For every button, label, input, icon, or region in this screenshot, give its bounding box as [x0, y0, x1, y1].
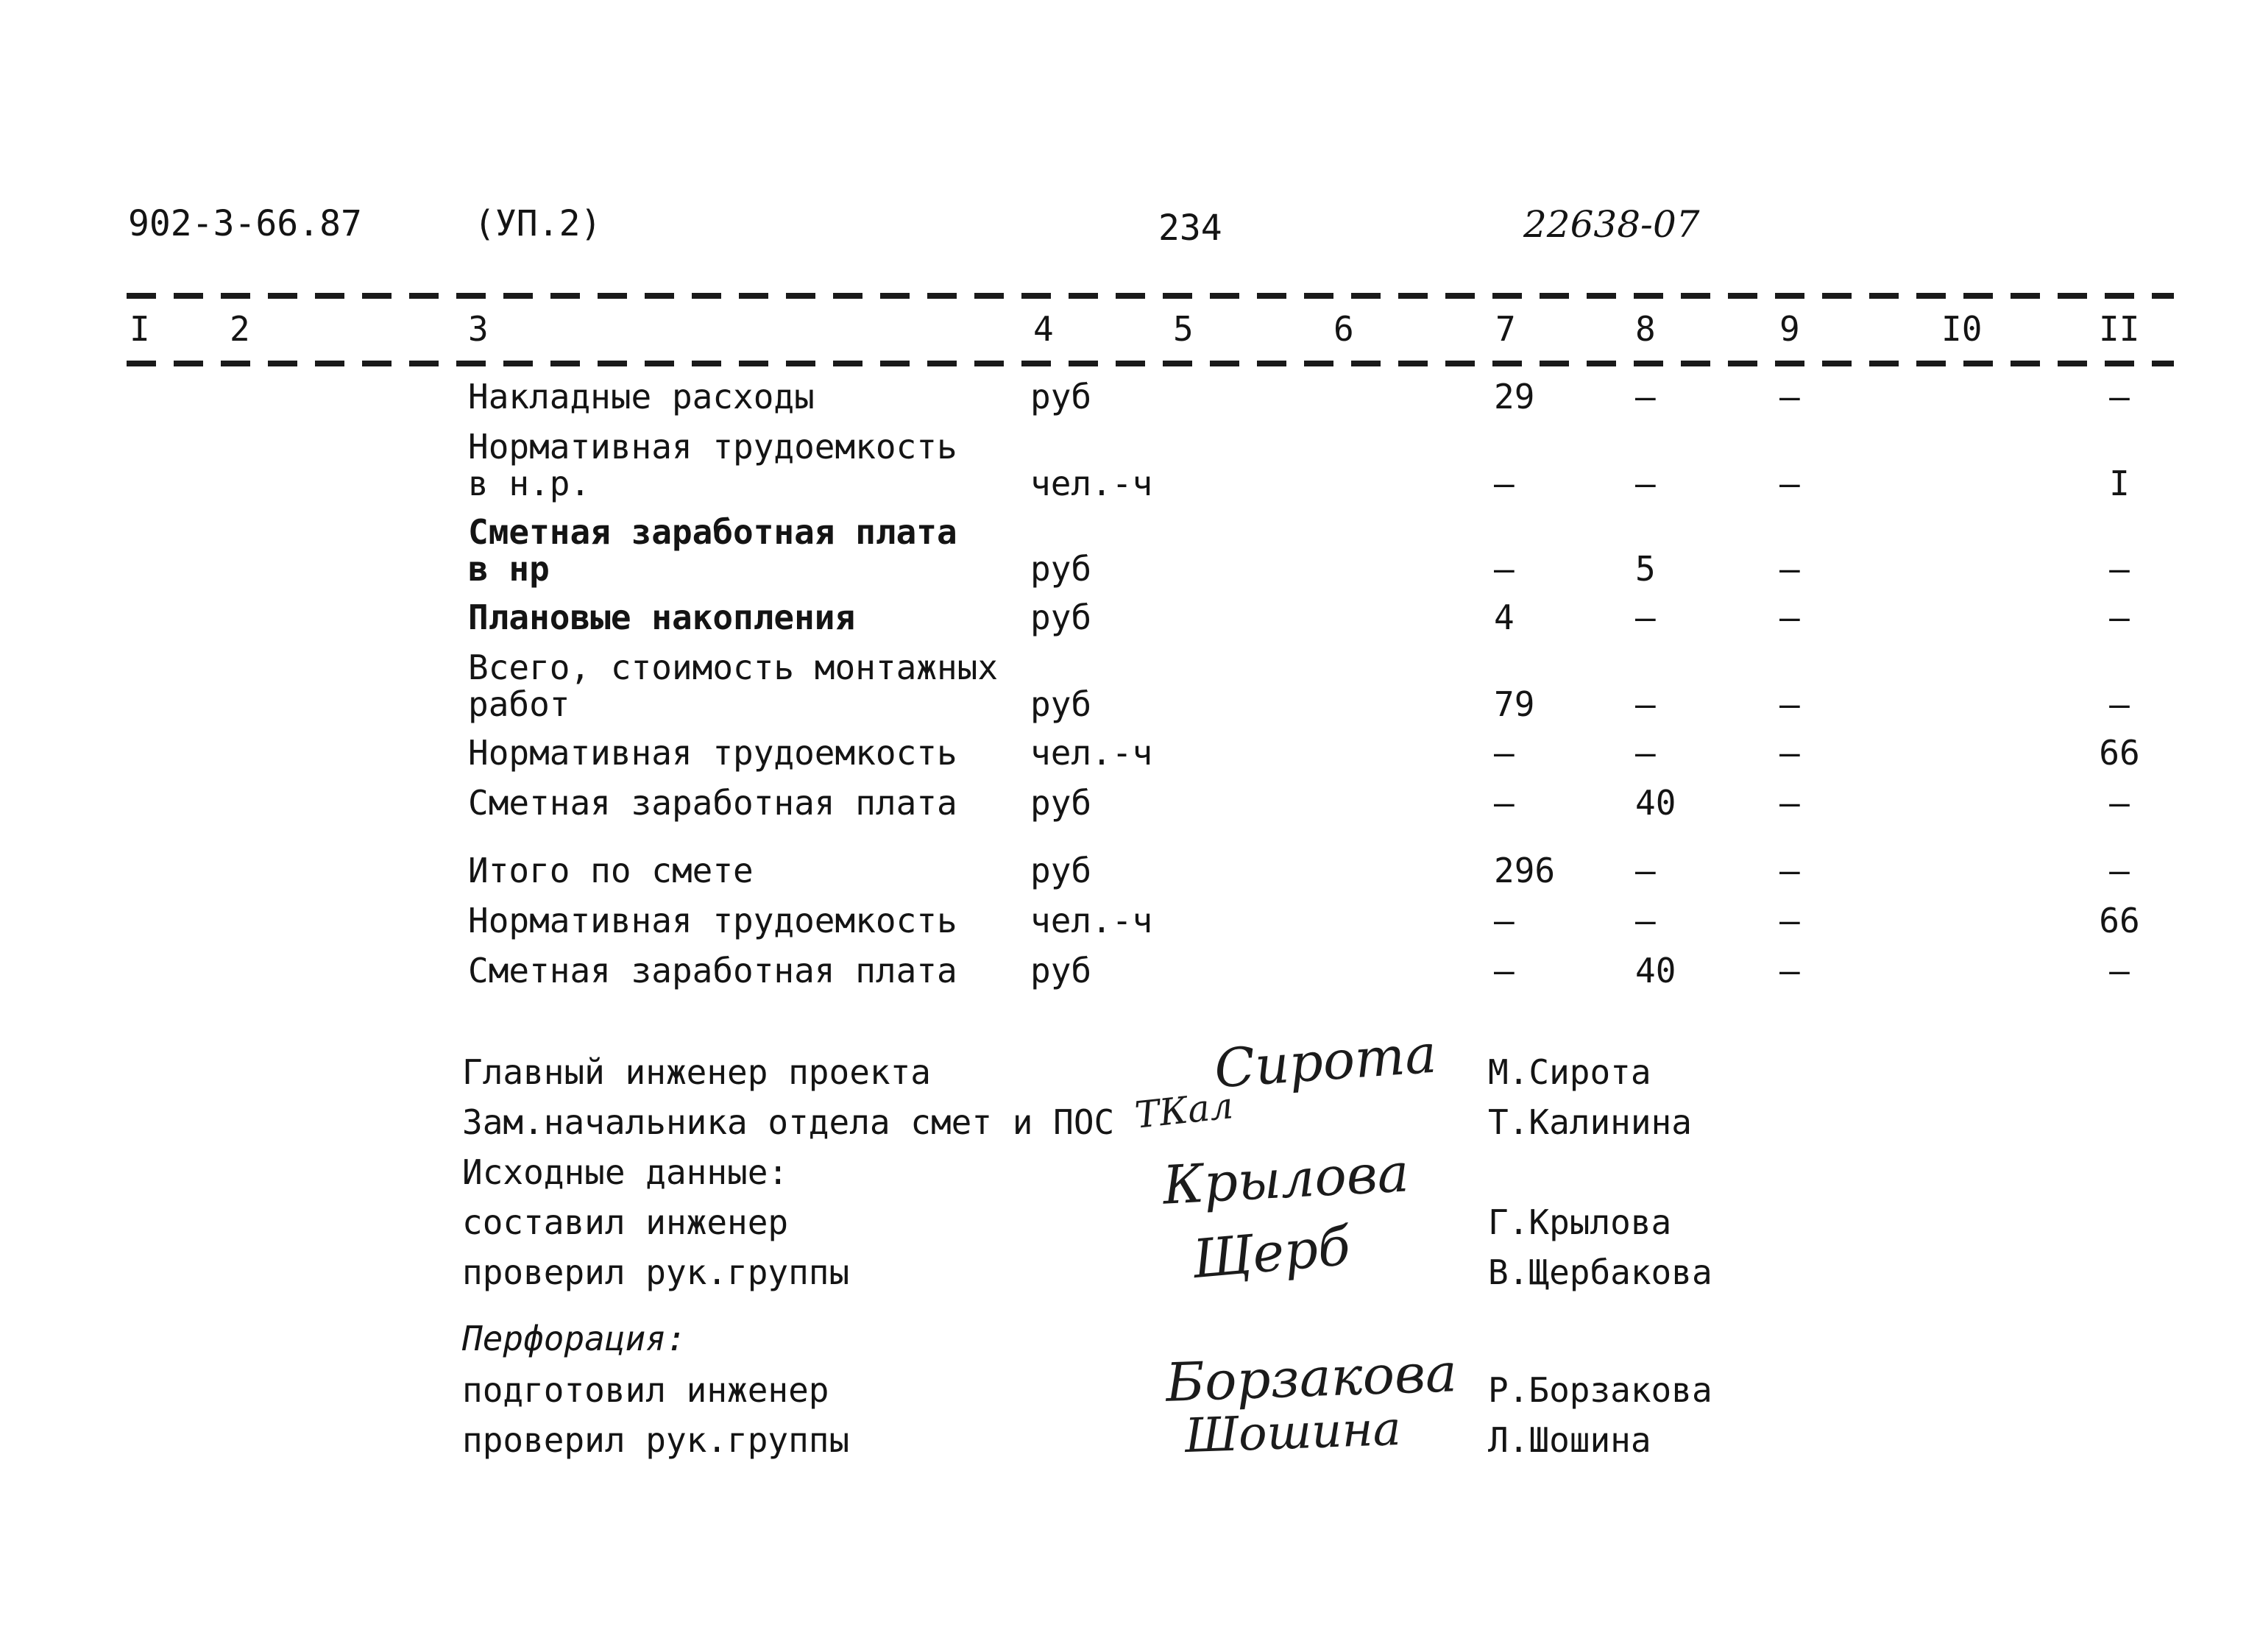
row-name: Итого по смете: [468, 851, 754, 890]
row-unit: руб: [1030, 951, 1092, 990]
signature-kalinina-mark: ТКал: [1133, 1084, 1236, 1137]
row-name: Нормативная трудоемкость: [468, 427, 957, 467]
row-unit: чел.-ч: [1030, 901, 1153, 940]
source-data-label: Исходные данные:: [462, 1152, 789, 1192]
row-name: Сметная заработная плата: [468, 512, 957, 552]
dashed-rule-bottom: [127, 361, 2174, 366]
row-col9: –: [1779, 684, 1800, 724]
row-name-continued: в нр: [468, 549, 550, 589]
compiled-by-label: составил инженер: [462, 1202, 789, 1242]
row-unit: руб: [1030, 598, 1092, 637]
column-number-4: 4: [1033, 309, 1054, 349]
row-col11: 66: [2099, 733, 2140, 773]
row-name: Всего, стоимость монтажных: [468, 648, 999, 687]
table-row: [0, 783, 2260, 823]
table-row: [0, 427, 2260, 503]
row-col9: –: [1779, 733, 1800, 773]
deputy-head-name: Т.Калинина: [1488, 1102, 1692, 1142]
row-col9: –: [1779, 377, 1800, 416]
row-col8: 5: [1635, 549, 1656, 589]
column-number-8: 8: [1635, 309, 1656, 349]
signature-borzakova-mark: Борзакова: [1164, 1341, 1459, 1414]
row-col8: –: [1635, 851, 1656, 890]
chief-engineer-name: М.Сирота: [1488, 1052, 1651, 1092]
row-name: Нормативная трудоемкость: [468, 901, 957, 940]
column-number-6: 6: [1333, 309, 1354, 349]
row-unit: чел.-ч: [1030, 464, 1153, 503]
perforation-label: Перфорация:: [462, 1319, 687, 1358]
row-col7: 296: [1494, 851, 1556, 890]
row-col9: –: [1779, 598, 1800, 637]
column-number-7: 7: [1495, 309, 1516, 349]
row-name: Плановые накопления: [468, 598, 856, 637]
row-col9: –: [1779, 951, 1800, 990]
column-number-3: 3: [468, 309, 489, 349]
row-name-continued: работ: [468, 684, 570, 724]
column-number-9: 9: [1779, 309, 1800, 349]
row-col11: –: [2109, 377, 2130, 416]
row-col7: –: [1494, 464, 1515, 503]
row-col8: –: [1635, 684, 1656, 724]
album-label: (УП.2): [474, 203, 602, 244]
row-col8: 40: [1635, 783, 1676, 823]
table-row: [0, 733, 2260, 773]
page-number: 234: [1158, 208, 1222, 249]
row-unit: чел.-ч: [1030, 733, 1153, 773]
row-unit: руб: [1030, 851, 1092, 890]
checked-by-2-name: Л.Шошина: [1488, 1420, 1651, 1460]
row-col11: I: [2109, 464, 2130, 503]
column-number-10: I0: [1941, 309, 1983, 349]
column-number-11: II: [2099, 309, 2140, 349]
row-unit: руб: [1030, 684, 1092, 724]
checked-by-name: В.Щербакова: [1488, 1252, 1712, 1292]
row-col9: –: [1779, 783, 1800, 823]
row-unit: руб: [1030, 549, 1092, 589]
row-col11: 66: [2099, 901, 2140, 940]
row-col11: –: [2109, 598, 2130, 637]
prepared-by-name: Р.Борзакова: [1488, 1370, 1712, 1410]
row-col7: –: [1494, 951, 1515, 990]
archive-number: 22638-07: [1523, 203, 1700, 246]
document-code: 902-3-66.87: [128, 203, 362, 244]
row-col9: –: [1779, 901, 1800, 940]
row-col7: –: [1494, 901, 1515, 940]
row-unit: руб: [1030, 783, 1092, 823]
signature-sirota-mark: Сирота: [1212, 1022, 1439, 1100]
row-col7: 79: [1494, 684, 1535, 724]
row-col8: 40: [1635, 951, 1676, 990]
row-col8: –: [1635, 901, 1656, 940]
compiled-by-name: Г.Крылова: [1488, 1202, 1672, 1242]
row-col7: –: [1494, 733, 1515, 773]
row-col8: –: [1635, 464, 1656, 503]
checked-by-label: проверил рук.группы: [462, 1252, 850, 1292]
signature-krylova-mark: Крылова: [1161, 1141, 1411, 1216]
row-name: Нормативная трудоемкость: [468, 733, 957, 773]
checked-by-2-label: проверил рук.группы: [462, 1420, 850, 1460]
deputy-head-label: Зам.начальника отдела смет и ПОС: [462, 1102, 1115, 1142]
table-row: [0, 512, 2260, 589]
row-col11: –: [2109, 951, 2130, 990]
row-name-continued: в н.р.: [468, 464, 591, 503]
row-col11: –: [2109, 549, 2130, 589]
row-col11: –: [2109, 783, 2130, 823]
row-col7: –: [1494, 549, 1515, 589]
row-col8: –: [1635, 733, 1656, 773]
row-col9: –: [1779, 549, 1800, 589]
column-number-2: 2: [230, 309, 250, 349]
row-col11: –: [2109, 851, 2130, 890]
row-name: Сметная заработная плата: [468, 783, 957, 823]
row-name: Накладные расходы: [468, 377, 815, 416]
row-col7: 29: [1494, 377, 1535, 416]
row-col9: –: [1779, 851, 1800, 890]
signature-shoshina-mark: Шошина: [1183, 1401, 1402, 1464]
column-number-1: I: [130, 309, 150, 349]
row-col7: 4: [1494, 598, 1515, 637]
row-unit: руб: [1030, 377, 1092, 416]
chief-engineer-label: Главный инженер проекта: [462, 1052, 931, 1092]
signature-scherbakova-mark: Щерб: [1189, 1214, 1353, 1291]
prepared-by-label: подготовил инженер: [462, 1370, 829, 1410]
row-name: Сметная заработная плата: [468, 951, 957, 990]
row-col7: –: [1494, 783, 1515, 823]
row-col11: –: [2109, 684, 2130, 724]
dashed-rule-top: [127, 293, 2174, 299]
row-col8: –: [1635, 598, 1656, 637]
row-col8: –: [1635, 377, 1656, 416]
column-number-5: 5: [1173, 309, 1194, 349]
row-col9: –: [1779, 464, 1800, 503]
